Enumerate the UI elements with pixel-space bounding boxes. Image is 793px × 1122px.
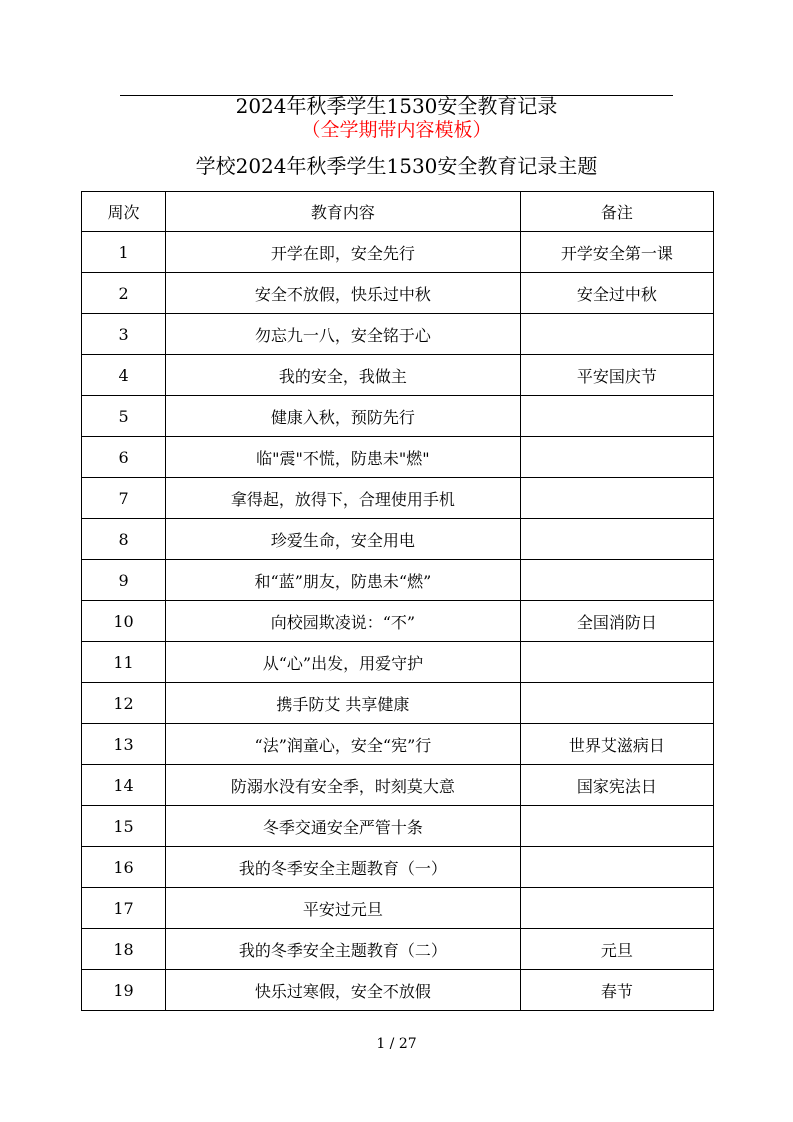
cell-week: 2	[82, 273, 166, 314]
cell-content: 珍爱生命，安全用电	[166, 519, 521, 560]
cell-remarks: 世界艾滋病日	[520, 724, 713, 765]
table-row	[82, 273, 714, 314]
document-title: 2024年秋季学生1530安全教育记录	[235, 94, 558, 118]
cell-content: 从“心”出发，用爱守护	[166, 642, 521, 683]
cell-content: 和“蓝”朋友，防患未“燃”	[166, 560, 521, 601]
cell-week: 6	[82, 437, 166, 478]
cell-remarks	[520, 560, 713, 601]
cell-content: 我的冬季安全主题教育（一）	[166, 847, 521, 888]
table-row	[82, 806, 714, 847]
cell-week: 13	[82, 724, 166, 765]
cell-remarks	[520, 683, 713, 724]
cell-week: 1	[82, 232, 166, 273]
cell-content: 防溺水没有安全季，时刻莫大意	[166, 765, 521, 806]
cell-remarks	[520, 806, 713, 847]
cell-remarks	[520, 847, 713, 888]
table-row	[82, 642, 714, 683]
cell-content: 平安过元旦	[166, 888, 521, 929]
cell-remarks	[520, 437, 713, 478]
cell-content: 快乐过寒假，安全不放假	[166, 970, 521, 1011]
table-header-row	[82, 192, 714, 232]
cell-content: 勿忘九一八，安全铭于心	[166, 314, 521, 355]
cell-remarks	[520, 396, 713, 437]
table-row	[82, 888, 714, 929]
table-row	[82, 929, 714, 970]
cell-content: 拿得起，放得下，合理使用手机	[166, 478, 521, 519]
cell-remarks: 元旦	[520, 929, 713, 970]
cell-remarks: 平安国庆节	[520, 355, 713, 396]
header-content: 教育内容	[166, 192, 521, 232]
cell-content: 开学在即，安全先行	[166, 232, 521, 273]
cell-content: 安全不放假，快乐过中秋	[166, 273, 521, 314]
cell-week: 12	[82, 683, 166, 724]
cell-content: 健康入秋，预防先行	[166, 396, 521, 437]
table-row	[82, 478, 714, 519]
table-heading: 学校2024年秋季学生1530安全教育记录主题	[195, 154, 598, 178]
cell-week: 14	[82, 765, 166, 806]
cell-remarks: 国家宪法日	[520, 765, 713, 806]
cell-content: 我的冬季安全主题教育（二）	[166, 929, 521, 970]
cell-week: 8	[82, 519, 166, 560]
cell-remarks: 春节	[520, 970, 713, 1011]
header-remarks: 备注	[520, 192, 713, 232]
table-row	[82, 314, 714, 355]
cell-remarks	[520, 478, 713, 519]
page-number: 1 / 27	[376, 1036, 417, 1052]
document-subtitle: （全学期带内容模板）	[301, 119, 492, 141]
table-row	[82, 765, 714, 806]
cell-content: 向校园欺凌说：“不”	[166, 601, 521, 642]
cell-remarks: 安全过中秋	[520, 273, 713, 314]
table-row	[82, 232, 714, 273]
cell-remarks: 全国消防日	[520, 601, 713, 642]
table-row	[82, 970, 714, 1011]
cell-content: “法”润童心，安全“宪”行	[166, 724, 521, 765]
cell-week: 7	[82, 478, 166, 519]
table-row	[82, 355, 714, 396]
table-row	[82, 601, 714, 642]
table-row	[82, 437, 714, 478]
cell-week: 18	[82, 929, 166, 970]
cell-content: 临"震"不慌，防患未"燃"	[166, 437, 521, 478]
cell-week: 15	[82, 806, 166, 847]
cell-remarks	[520, 314, 713, 355]
table-row	[82, 847, 714, 888]
schedule-table	[81, 191, 714, 1011]
cell-content: 我的安全，我做主	[166, 355, 521, 396]
table-row	[82, 683, 714, 724]
table-row	[82, 396, 714, 437]
cell-content: 携手防艾 共享健康	[166, 683, 521, 724]
header-week: 周次	[82, 192, 166, 232]
cell-week: 4	[82, 355, 166, 396]
cell-week: 11	[82, 642, 166, 683]
cell-content: 冬季交通安全严管十条	[166, 806, 521, 847]
cell-remarks: 开学安全第一课	[520, 232, 713, 273]
cell-remarks	[520, 888, 713, 929]
table-row	[82, 560, 714, 601]
cell-week: 10	[82, 601, 166, 642]
cell-week: 19	[82, 970, 166, 1011]
table-row	[82, 519, 714, 560]
cell-week: 3	[82, 314, 166, 355]
cell-week: 5	[82, 396, 166, 437]
cell-week: 9	[82, 560, 166, 601]
cell-week: 17	[82, 888, 166, 929]
cell-remarks	[520, 642, 713, 683]
cell-remarks	[520, 519, 713, 560]
cell-week: 16	[82, 847, 166, 888]
table-row	[82, 724, 714, 765]
